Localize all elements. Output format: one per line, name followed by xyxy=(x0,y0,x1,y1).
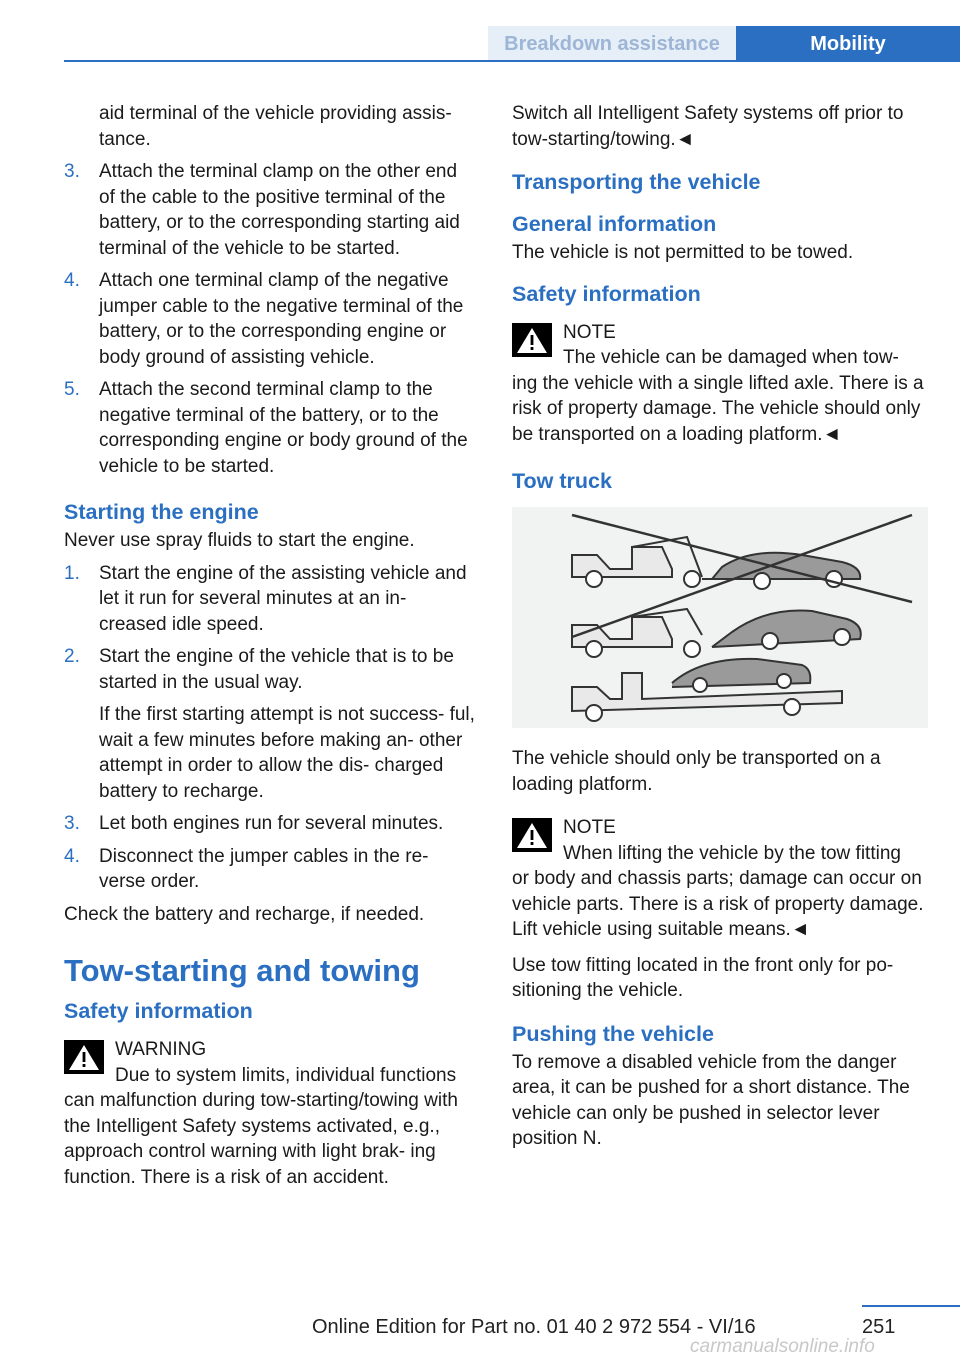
note-label: NOTE xyxy=(563,817,616,838)
header-section-label: Breakdown assistance xyxy=(488,26,736,62)
list-item xyxy=(64,377,478,479)
pushing-text: To remove a disabled vehicle from the danger area, it can be pushed for a short distance. The vehicle can only be pushed in selector lever position N. xyxy=(512,1051,910,1149)
list-item xyxy=(64,268,478,370)
warning-triangle-icon xyxy=(64,1040,104,1074)
header-chapter-tab: Mobility xyxy=(736,26,960,62)
list-number: 4. xyxy=(64,845,80,867)
list-text: Attach the second terminal clamp to the negative terminal of the battery, or to the corresponding engine or body ground of the vehicle to be started. xyxy=(99,379,468,477)
safety-information-heading: Safety information xyxy=(512,281,701,306)
list-number: 2. xyxy=(64,646,80,667)
list-number: 3. xyxy=(64,813,80,834)
note-block xyxy=(512,320,930,448)
general-information-text: The vehicle is not permitted to be towed. xyxy=(512,242,854,263)
warning-text: can malfunction during tow-starting/towing with the Intelligent Safety systems activated, e.g., approach control warning with light brak‐ ing function. There is a risk of an accident. xyxy=(64,1090,458,1188)
note-label: NOTE xyxy=(563,321,616,343)
pushing-heading: Pushing the vehicle xyxy=(512,1021,714,1046)
list-text: Let both engines run for several minutes. xyxy=(99,813,444,834)
list-item xyxy=(64,644,478,695)
note-first-line: The vehicle can be damaged when tow‐ xyxy=(563,347,899,368)
list-item xyxy=(64,561,478,638)
list-item xyxy=(64,844,478,895)
warning-block xyxy=(64,1037,478,1190)
warning-triangle-icon xyxy=(512,818,552,852)
starting-intro-text: Never use spray fluids to start the engine. xyxy=(64,530,415,551)
switch-off-text: Switch all Intelligent Safety systems off prior to tow-starting/towing.◄ xyxy=(512,103,904,150)
left-column xyxy=(64,101,478,1197)
check-battery-text: Check the battery and recharge, if needed. xyxy=(64,903,425,925)
note-first-line: When lifting the vehicle by the tow fitting xyxy=(563,842,901,864)
warning-triangle-icon xyxy=(512,323,552,357)
list-number: 3. xyxy=(64,161,80,182)
list-item xyxy=(64,811,478,837)
tow-fitting-text: Use tow fitting located in the front only for po‐ sitioning the vehicle. xyxy=(512,954,894,1001)
note-text: ing the vehicle with a single lifted axle. There is a risk of property damage. The vehicle should only be transported on a loading platform.◄ xyxy=(512,372,924,445)
edition-text: Online Edition for Part no. 01 40 2 972 554 - VI/16 xyxy=(312,1316,756,1338)
header-rule xyxy=(64,60,960,62)
list-number: 1. xyxy=(64,562,80,584)
platform-text: The vehicle should only be transported on a loading platform. xyxy=(512,748,881,795)
list-continuation: aid terminal of the vehicle providing assis‐ tance. xyxy=(99,103,452,150)
note-text: or body and chassis parts; damage can occur on vehicle parts. There is a risk of property damage. Lift vehicle using suitable means.◄ xyxy=(512,868,924,940)
list-text: Attach the terminal clamp on the other end of the cable to the positive terminal of the battery, or to the corresponding starting aid terminal of the vehicle to be started. xyxy=(99,161,460,259)
warning-first-line: Due to system limits, individual functions xyxy=(115,1064,457,1086)
list-item xyxy=(64,159,478,261)
list-text: Start the engine of the vehicle that is to be started in the usual way. xyxy=(99,646,454,693)
note-block xyxy=(512,815,930,943)
tow-truck-illustration-icon xyxy=(512,507,928,728)
list-text: Start the engine of the assisting vehicle and let it run for several minutes at an in‐ creased idle speed. xyxy=(99,562,467,635)
right-column xyxy=(512,101,930,1159)
starting-engine-heading: Starting the engine xyxy=(64,500,259,524)
warning-label: WARNING xyxy=(115,1039,207,1060)
footer-rule xyxy=(862,1305,960,1307)
list-text: Disconnect the jumper cables in the re‐ verse order. xyxy=(99,845,429,892)
list-text: Attach one terminal clamp of the negative jumper cable to the negative terminal of the battery, or to the corresponding engine or body ground of assisting vehicle. xyxy=(99,270,464,368)
transporting-heading: Transporting the vehicle xyxy=(512,170,761,194)
safety-information-heading: Safety information xyxy=(64,999,253,1023)
tow-truck-heading: Tow truck xyxy=(512,469,612,493)
list-number: 5. xyxy=(64,379,80,400)
general-information-heading: General information xyxy=(512,212,717,236)
tow-starting-heading: Tow-starting and towing xyxy=(64,953,420,988)
watermark: carmanualsonline.info xyxy=(690,1336,875,1357)
list-continuation: If the first starting attempt is not success‐ ful, wait a few minutes before making an‐ other attempt in order to allow the dis‐ charged battery to recharge. xyxy=(99,704,475,802)
page-number: 251 xyxy=(862,1316,896,1338)
list-number: 4. xyxy=(64,270,80,291)
